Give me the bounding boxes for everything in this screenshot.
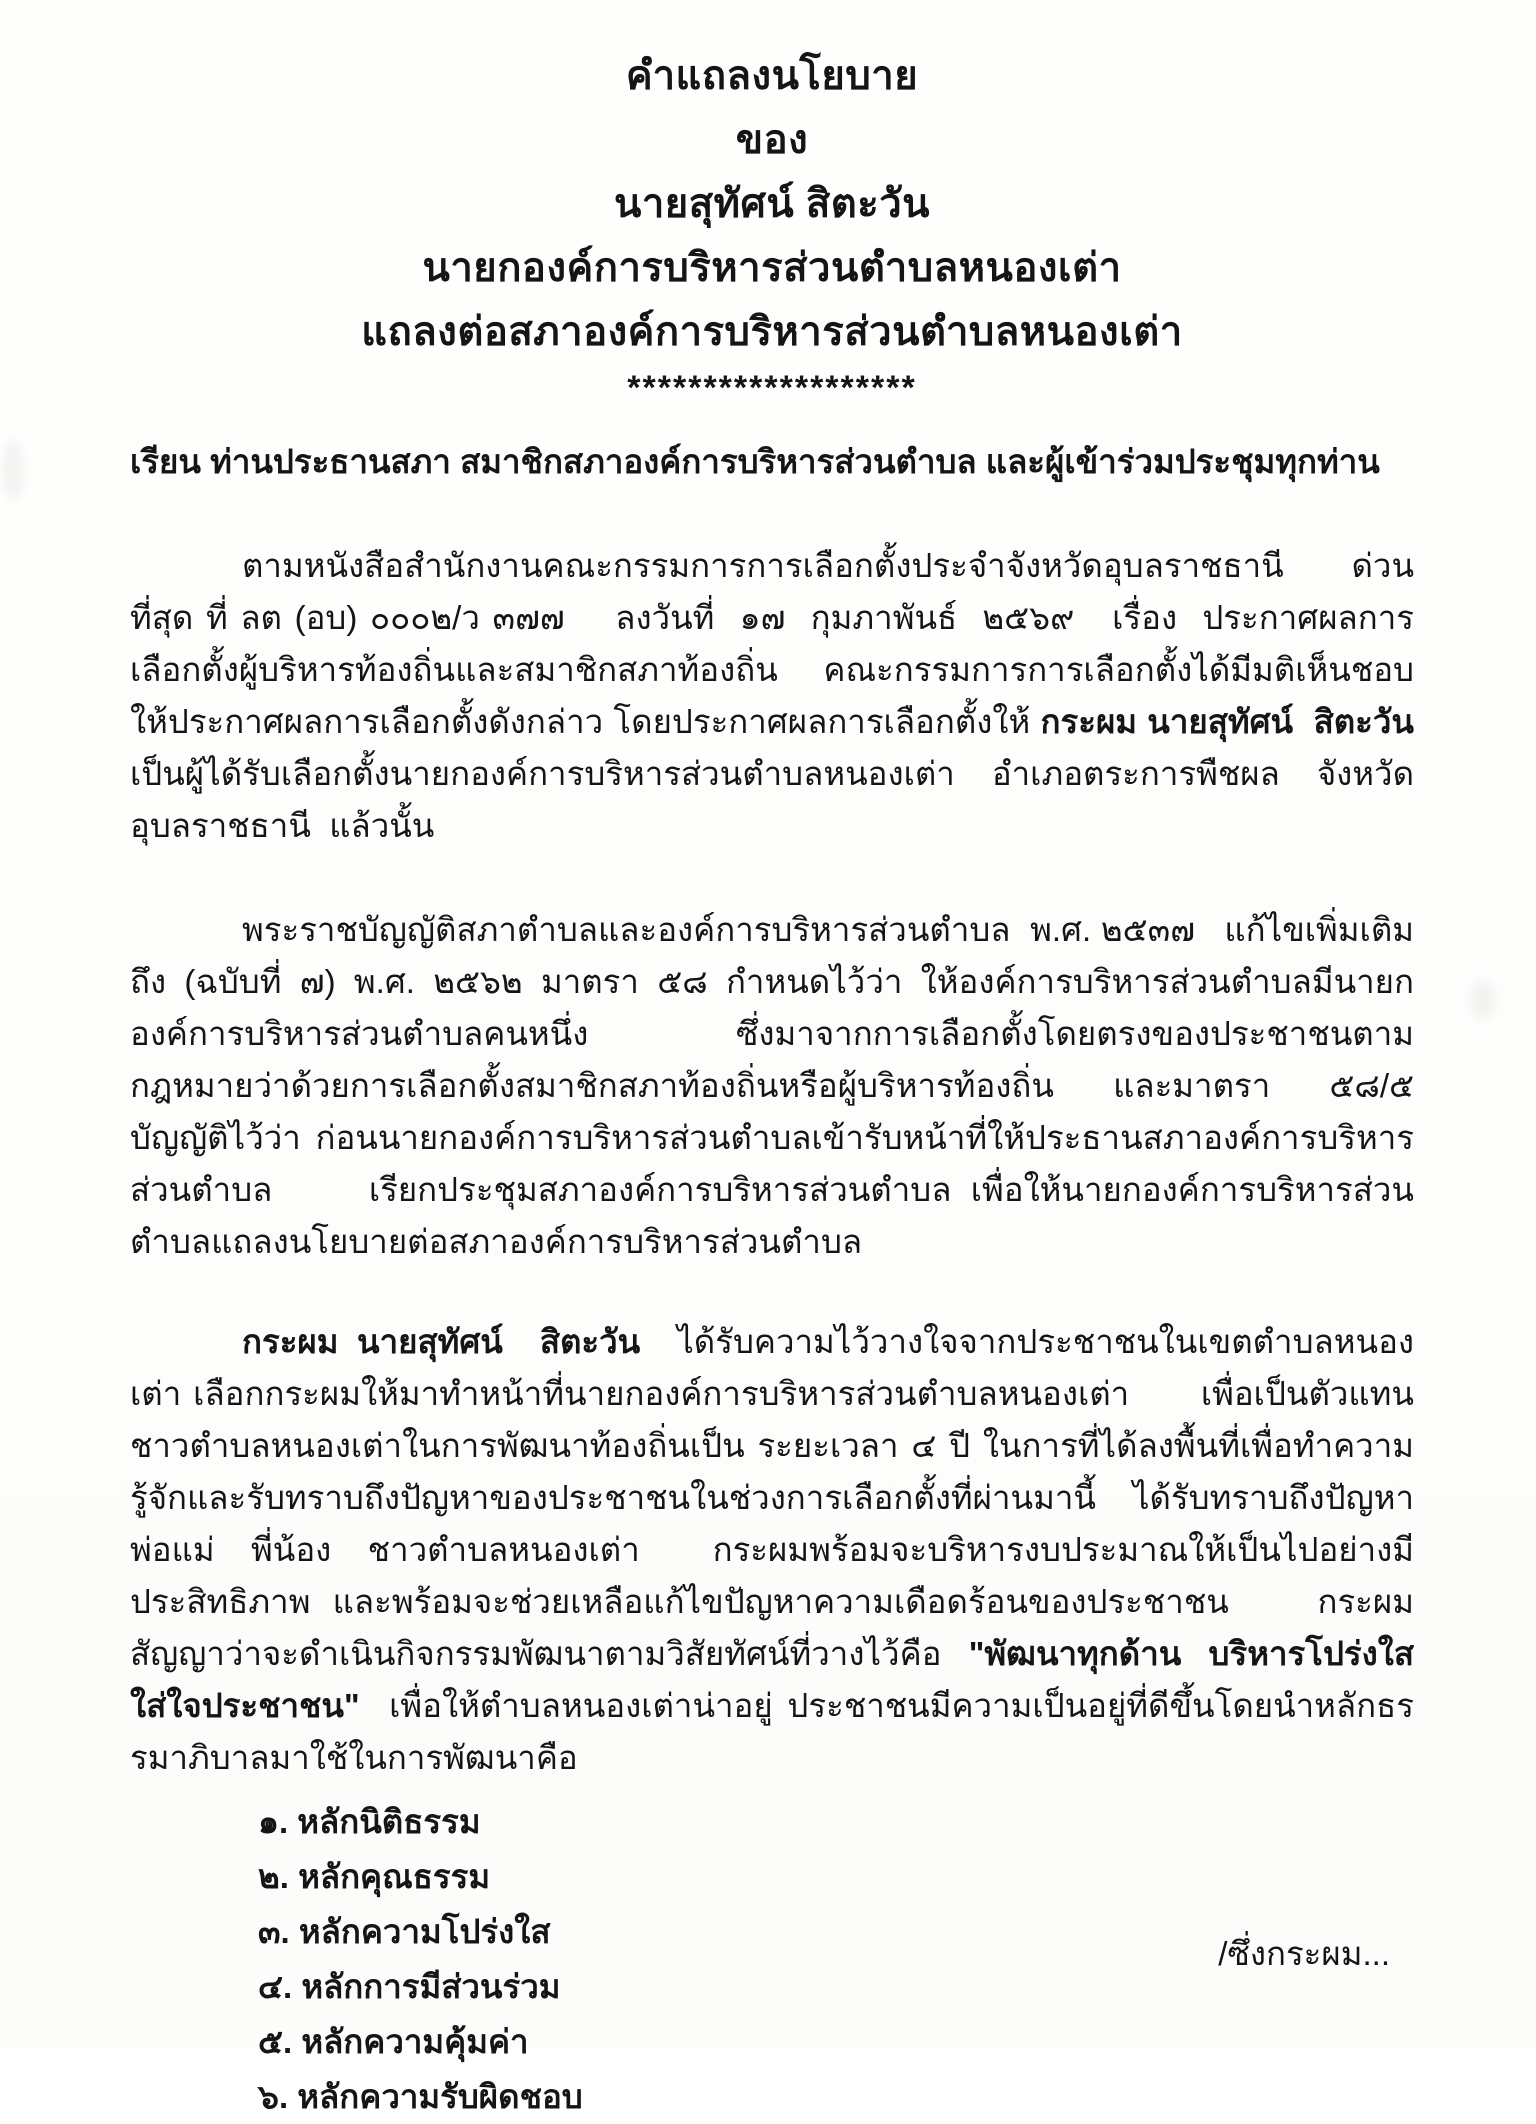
p2-text: พระราชบัญญัติสภาตำบลและองค์การบริหารส่วนตำบล พ.ศ. ๒๕๓๗ แก้ไขเพิ่มเติมถึง (ฉบับที่ ๗) พ.ศ. ๒๕๖๒ มาตรา ๕๘ กำหนดไว้ว่า ให้องค์การบริหารส่วนตำบลมีนายกองค์การบริหารส่วนตำบลคนหนึ่ง ซึ่งมาจากการเลือกตั้งโดยตรงของประชาชนตามกฎหมายว่าด้วยการเลือกตั้งสมาชิกสภาท้องถิ่นหรือผู้บริหารท้องถิ่น และมาตรา ๕๘/๕ บัญญัติไว้ว่า ก่อนนายกองค์การบริหารส่วนตำบลเข้ารับหน้าที่ให้ประธานสภาองค์การบริหารส่วนตำบล เรียกประชุมสภาองค์การบริหารส่วนตำบล เพื่อให้นายกองค์การบริหารส่วนตำบลแถลงนโยบายต่อสภาองค์การบริหารส่วนตำบล (130, 911, 1424, 1260)
scan-artifact (2, 440, 24, 500)
list-item-morality: ๒. หลักคุณธรรม (258, 1858, 491, 1895)
paragraph-legal-basis (130, 904, 1424, 1268)
page-continuation-mark: /ซึ่งกระผม... (1218, 1935, 1390, 1972)
presented-to-line: แถลงต่อสภาองค์การบริหารส่วนตำบลหนองเต่า (361, 310, 1183, 354)
list-item-participation: ๔. หลักการมีส่วนร่วม (258, 1968, 561, 2005)
mayor-position: นายกองค์การบริหารส่วนตำบลหนองเต่า (422, 246, 1122, 290)
list-item-rule-of-law: ๑. หลักนิติธรรม (258, 1803, 481, 1840)
p3-body-text: ได้รับความไว้วางใจจากประชาชนในเขตตำบลหนองเต่า เลือกกระผมให้มาทำหน้าที่นายกองค์การบริหารส่วนตำบลหนองเต่า เพื่อเป็นตัวแทนชาวตำบลหนองเต่าในการพัฒนาท้องถิ่นเป็น ระยะเวลา ๔ ปี ในการที่ได้ลงพื้นที่เพื่อทำความรู้จักและรับทราบถึงปัญหาของประชาชนในช่วงการเลือกตั้งที่ผ่านมานี้ ได้รับทราบถึงปัญหา พ่อแม่ พี่น้อง ชาวตำบลหนองเต่า กระผมพร้อมจะบริหารงบประมาณให้เป็นไปอย่างมีประสิทธิภาพ และพร้อมจะช่วยเหลือแก้ไขปัญหาความเดือดร้อนของประชาชน กระผมสัญญาว่าจะดำเนินกิจกรรมพัฒนาตามวิสัยทัศน์ที่วางไว้คือ (130, 1323, 1424, 1672)
asterisk-divider: ******************* (627, 369, 917, 407)
p3-vision-statement-bold: "พัฒนาทุกด้าน บริหารโปร่งใส ใส่ใจประชาชน" (130, 1635, 1433, 1724)
paragraph-election-announcement (130, 540, 1424, 852)
p1-tail-text: เป็นผู้ได้รับเลือกตั้งนายกองค์การบริหารส่วนตำบลหนองเต่า อำเภอตระการพืชผล จังหวัดอุบลราชธานี แล้วนั้น (130, 703, 1424, 844)
list-item-value-for-money: ๕. หลักความคุ้มค่า (258, 2023, 529, 2060)
scan-artifact (1470, 980, 1496, 1020)
list-item-transparency: ๓. หลักความโปร่งใส (258, 1913, 551, 1950)
salutation-line: เรียน ท่านประธานสภา สมาชิกสภาองค์การบริหารส่วนตำบล และผู้เข้าร่วมประชุมทุกท่าน (130, 443, 1380, 480)
p1-lead-text: ตามหนังสือสำนักงานคณะกรรมการการเลือกตั้งประจำจังหวัดอุบลราชธานี ด่วนที่สุด ที่ ลต (อบ) ๐๐๐๒/ว ๓๗๗ ลงวันที่ ๑๗ กุมภาพันธ์ ๒๕๖๙ เรื่อง ประกาศผลการเลือกตั้งผู้บริหารท้องถิ่นและสมาชิกสภาท้องถิ่น คณะกรรมการการเลือกตั้งได้มีมติเห็นชอบให้ประกาศผลการเลือกตั้งดังกล่าว โดยประกาศผลการเลือกตั้งให้ (130, 547, 1414, 740)
doc-title: คำแถลงนโยบาย (625, 54, 919, 98)
p3-tail-text: เพื่อให้ตำบลหนองเต่าน่าอยู่ ประชาชนมีความเป็นอยู่ที่ดีขึ้นโดยนำหลักธรรมาภิบาลมาใช้ในการพัฒนาคือ (130, 1687, 1414, 1776)
mayor-name: นายสุทัศน์ สิตะวัน (613, 182, 931, 226)
document-header (130, 44, 1414, 410)
p1-mayor-name-bold: กระผม นายสุทัศน์ สิตะวัน (1040, 703, 1414, 740)
paragraph-vision (130, 1316, 1433, 1784)
list-item-accountability: ๖. หลักความรับผิดชอบ (258, 2078, 583, 2115)
p3-mayor-name-bold: กระผม นายสุทัศน์ สิตะวัน (242, 1323, 659, 1360)
doc-title-of: ของ (735, 118, 809, 162)
